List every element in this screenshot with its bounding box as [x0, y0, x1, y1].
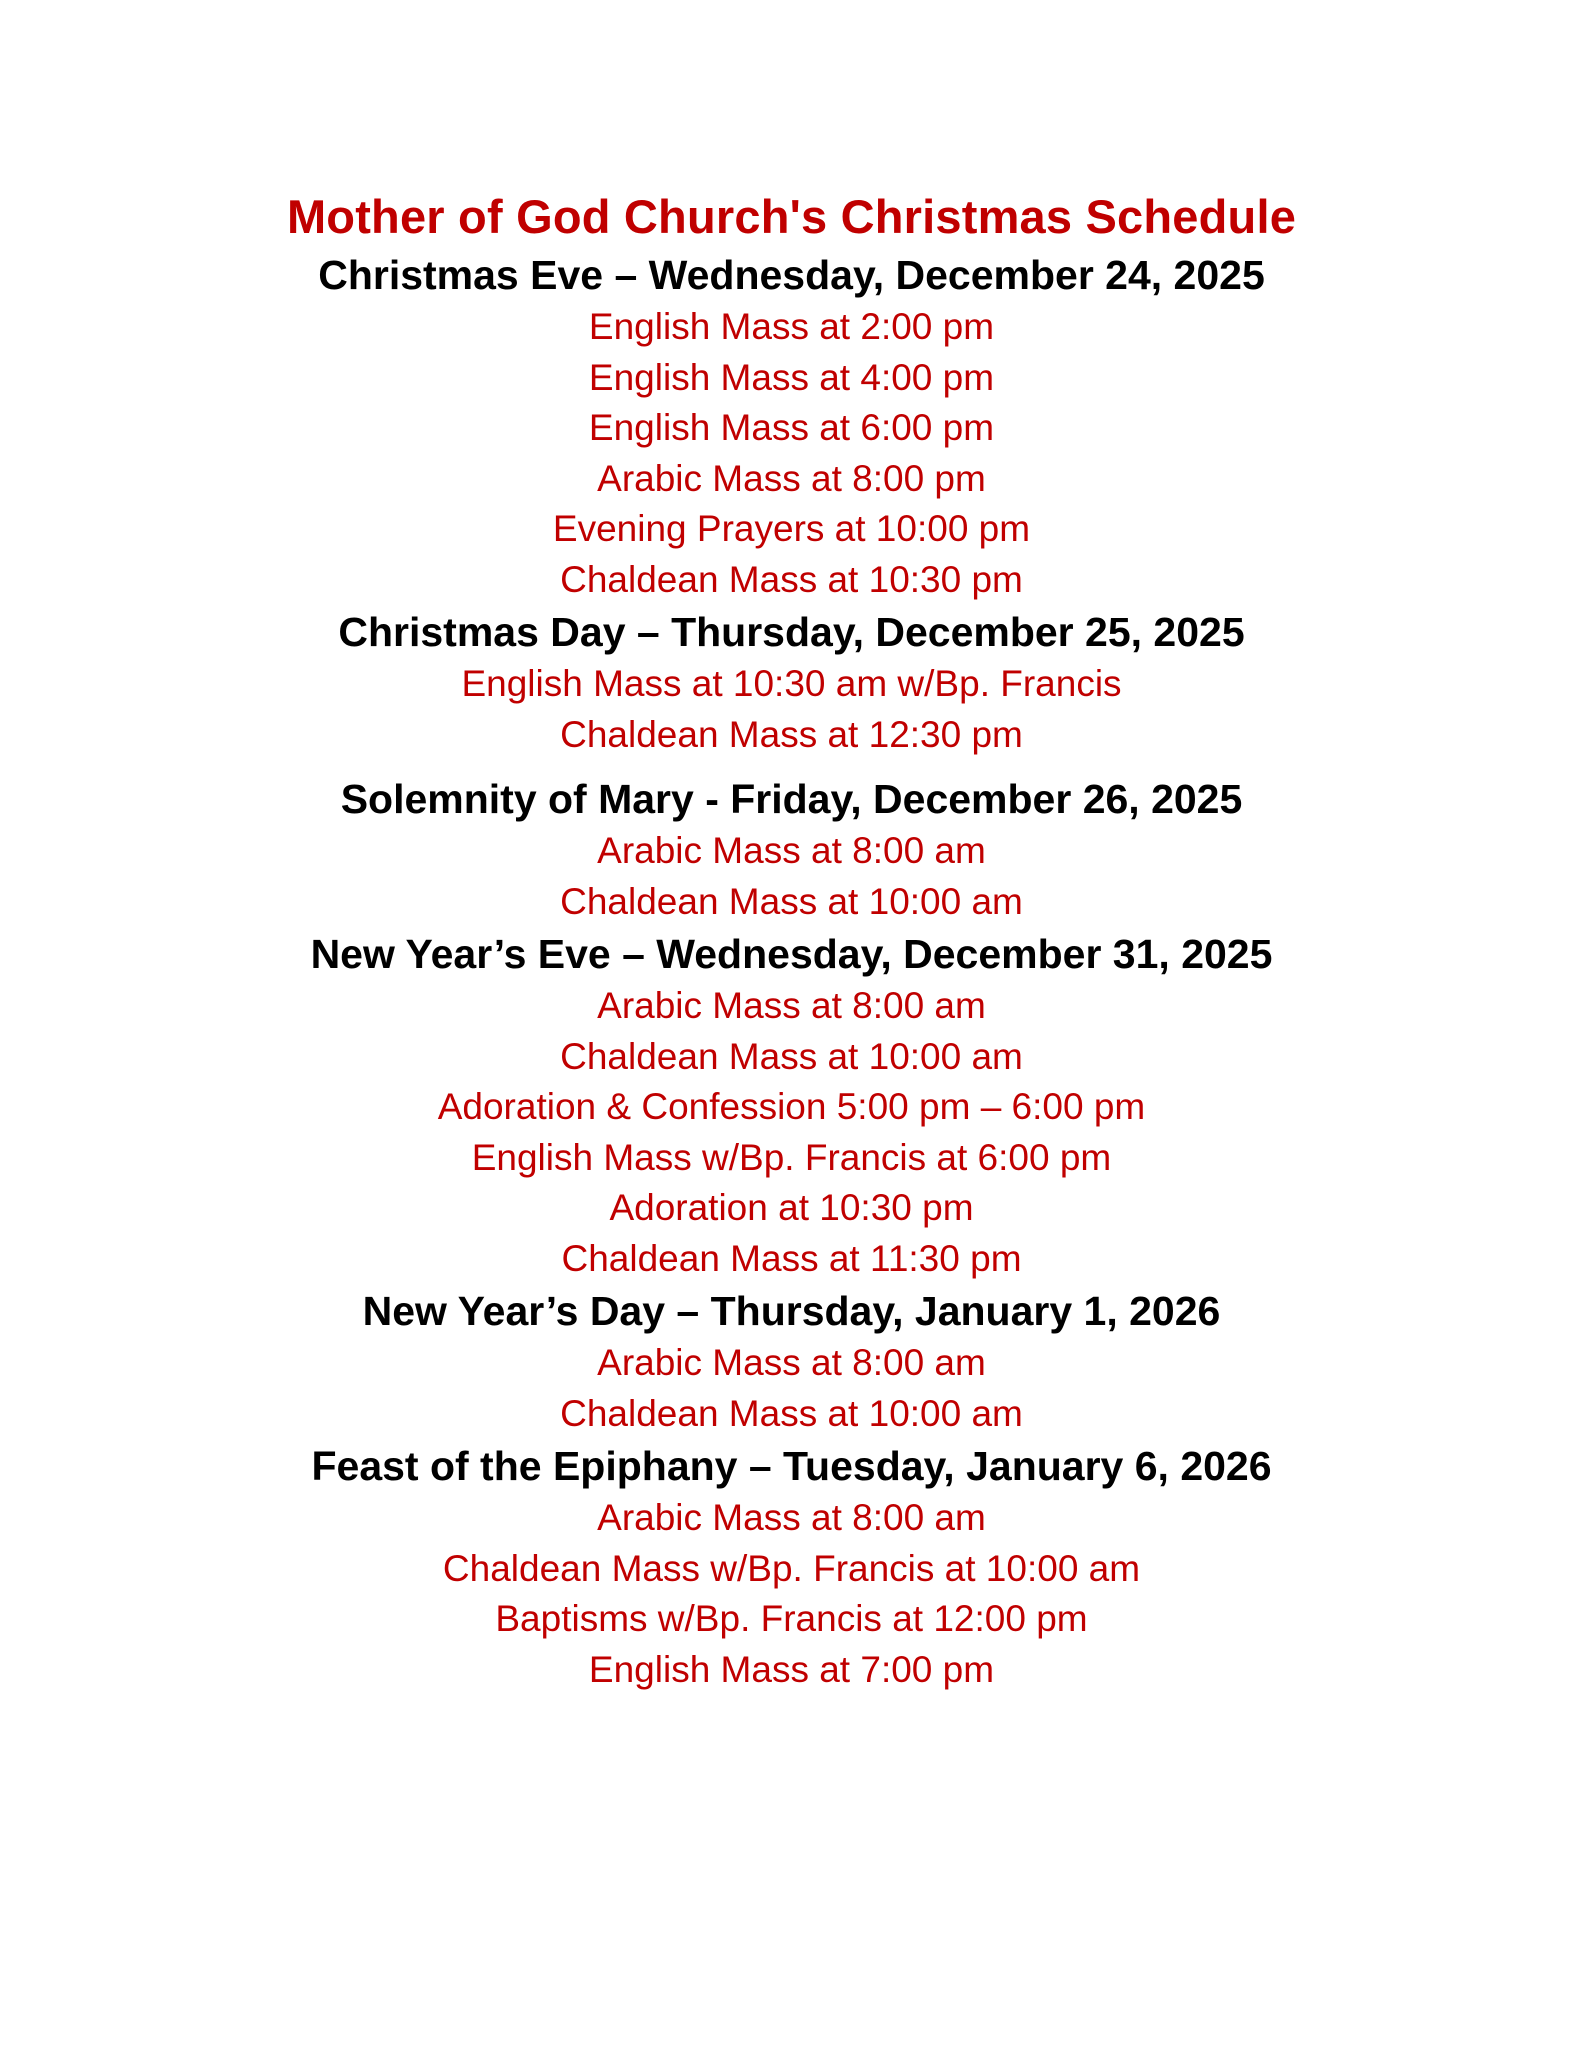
section-heading: New Year’s Eve – Wednesday, December 31, 2025 [310, 931, 1273, 977]
section-new-years-day [0, 1284, 1583, 1439]
schedule-entry: Arabic Mass at 8:00 am [597, 830, 986, 871]
section-new-years-eve [0, 927, 1583, 1284]
page-title: Mother of God Church's Christmas Schedule [286, 190, 1297, 243]
schedule-entry: Baptisms w/Bp. Francis at 12:00 pm [495, 1598, 1088, 1639]
section-heading: Christmas Eve – Wednesday, December 24, 2025 [318, 252, 1265, 298]
schedule-entry: Arabic Mass at 8:00 am [597, 985, 986, 1026]
section-christmas-day [0, 605, 1583, 760]
schedule-entry: Arabic Mass at 8:00 am [597, 1342, 986, 1383]
schedule-entry: Chaldean Mass at 10:00 am [560, 1392, 1023, 1434]
schedule-entry: Chaldean Mass at 10:00 am [560, 1035, 1023, 1077]
schedule-entry: Chaldean Mass at 11:30 pm [561, 1237, 1022, 1279]
section-heading: Feast of the Epiphany – Tuesday, January 6, 2026 [311, 1443, 1272, 1489]
section-heading: New Year’s Day – Thursday, January 1, 2026 [362, 1288, 1221, 1334]
schedule-entry: Chaldean Mass at 10:30 pm [560, 558, 1023, 600]
section-christmas-eve [0, 248, 1583, 605]
schedule-entry: English Mass at 2:00 pm [588, 306, 995, 347]
schedule-entry: Chaldean Mass at 12:30 pm [560, 713, 1023, 755]
schedule-entry: Chaldean Mass at 10:00 am [560, 880, 1023, 922]
schedule-entry: Chaldean Mass w/Bp. Francis at 10:00 am [442, 1547, 1141, 1589]
schedule-entry: Adoration & Confession 5:00 pm – 6:00 pm [437, 1086, 1146, 1127]
schedule-entry: Evening Prayers at 10:00 pm [552, 508, 1031, 549]
schedule-entry: Arabic Mass at 8:00 pm [597, 457, 986, 499]
section-heading: Christmas Day – Thursday, December 25, 2025 [338, 609, 1245, 655]
schedule-entry: English Mass at 4:00 pm [588, 356, 995, 398]
schedule-entry: English Mass w/Bp. Francis at 6:00 pm [471, 1136, 1112, 1178]
schedule-entry: English Mass at 7:00 pm [588, 1648, 995, 1690]
schedule-content [0, 186, 1583, 1695]
schedule-entry: Arabic Mass at 8:00 am [597, 1497, 986, 1538]
section-epiphany [0, 1439, 1583, 1695]
section-solemnity-of-mary [0, 772, 1583, 927]
schedule-entry: English Mass at 10:30 am w/Bp. Francis [461, 663, 1122, 704]
schedule-entry: English Mass at 6:00 pm [588, 407, 995, 448]
section-heading: Solemnity of Mary - Friday, December 26, 2025 [340, 776, 1243, 822]
schedule-entry: Adoration at 10:30 pm [609, 1187, 974, 1228]
